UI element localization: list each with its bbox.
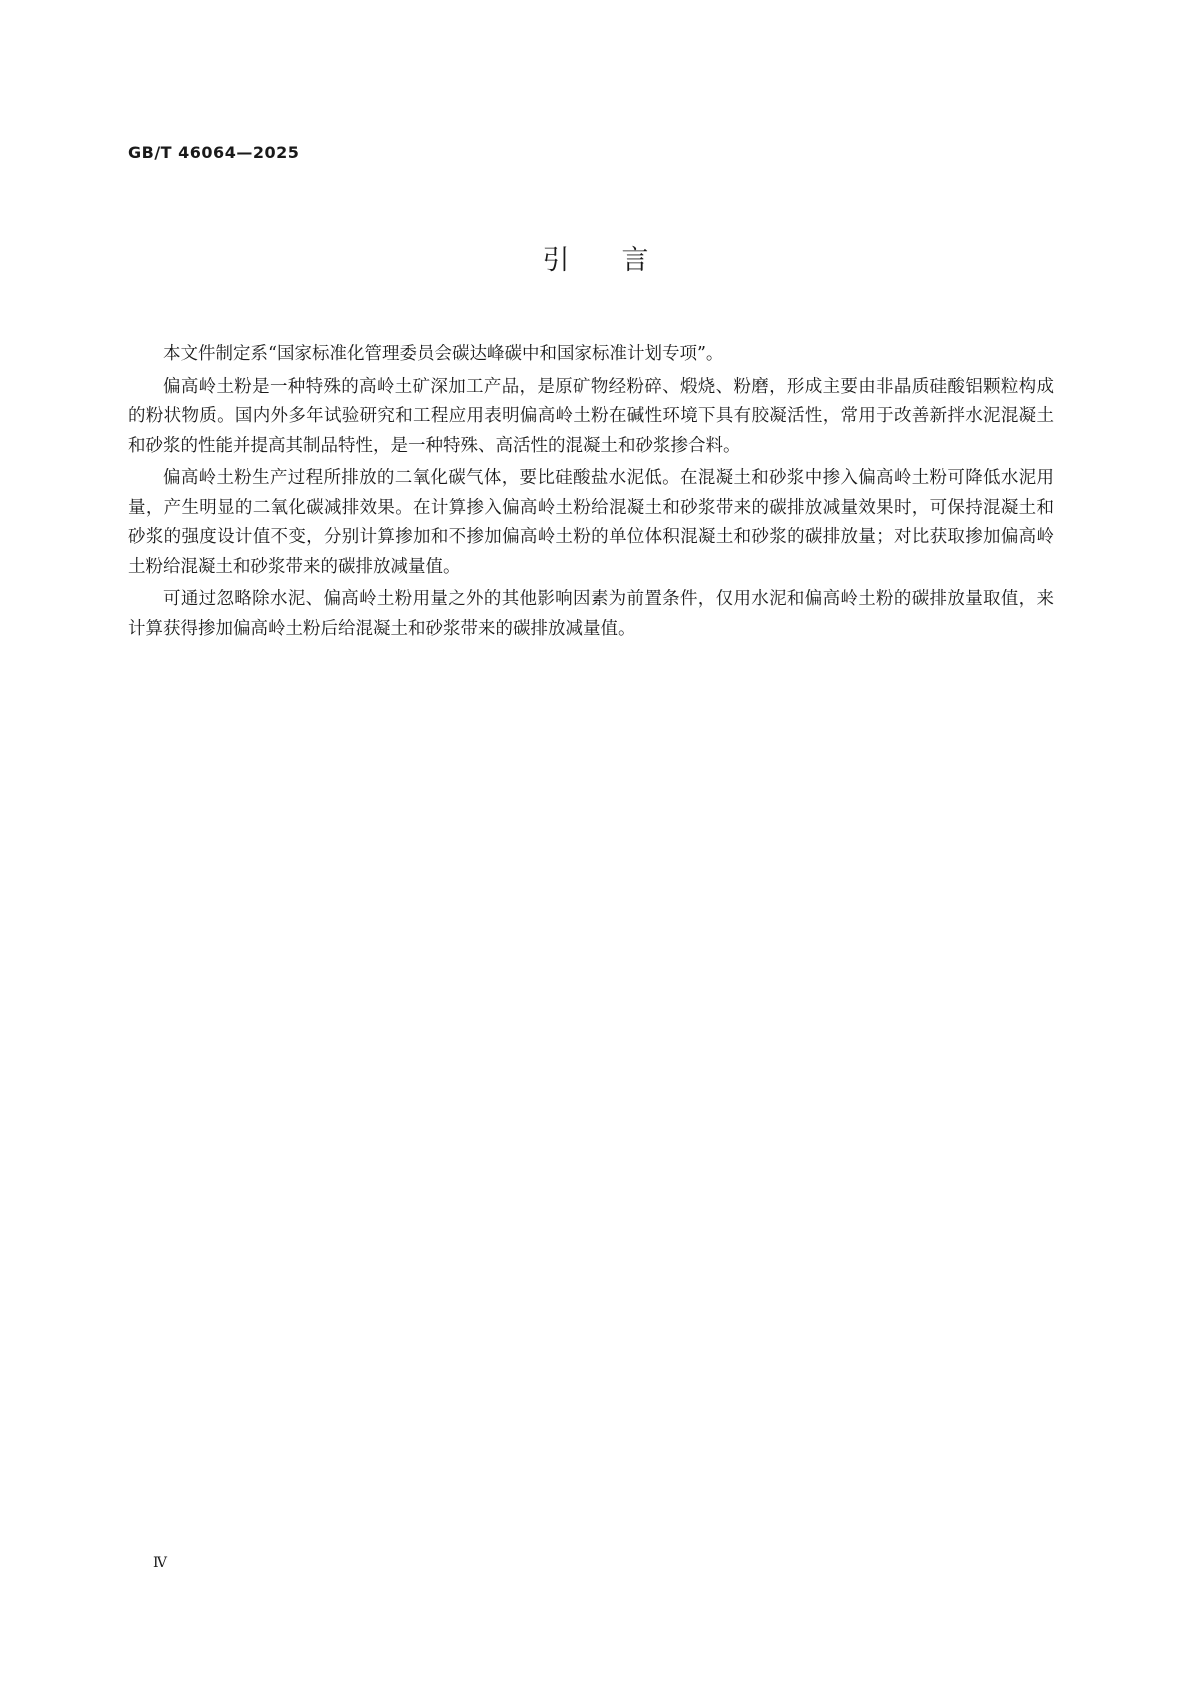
body-text — [128, 340, 1054, 647]
paragraph: 偏高岭土粉是一种特殊的高岭土矿深加工产品，是原矿物经粉碎、煅烧、粉磨，形成主要由非晶质硅酸铝颗粒构成的粉状物质。国内外多年试验研究和工程应用表明偏高岭土粉在碱性环境下具有胶凝活性，常用于改善新拌水泥混凝土和砂浆的性能并提高其制品特性，是一种特殊、高活性的混凝土和砂浆掺合料。 — [128, 376, 1054, 456]
paragraph: 本文件制定系“国家标准化管理委员会碳达峰碳中和国家标准计划专项”。 — [163, 344, 724, 364]
page-title: 引言 — [542, 245, 701, 276]
paragraph: 可通过忽略除水泥、偏高岭土粉用量之外的其他影响因素为前置条件，仅用水泥和偏高岭土粉的碳排放量取值，来计算获得掺加偏高岭土粉后给混凝土和砂浆带来的碳排放减量值。 — [128, 589, 1054, 639]
page-number: Ⅳ — [153, 1555, 167, 1571]
document-code: GB/T 46064—2025 — [128, 143, 300, 162]
paragraph: 偏高岭土粉生产过程所排放的二氧化碳气体，要比硅酸盐水泥低。在混凝土和砂浆中掺入偏高岭土粉可降低水泥用量，产生明显的二氧化碳减排效果。在计算掺入偏高岭土粉给混凝土和砂浆带来的碳排放减量效果时，可保持混凝土和砂浆的强度设计值不变，分别计算掺加和不掺加偏高岭土粉的单位体积混凝土和砂浆的碳排放量；对比获取掺加偏高岭土粉给混凝土和砂浆带来的碳排放减量值。 — [128, 468, 1054, 577]
